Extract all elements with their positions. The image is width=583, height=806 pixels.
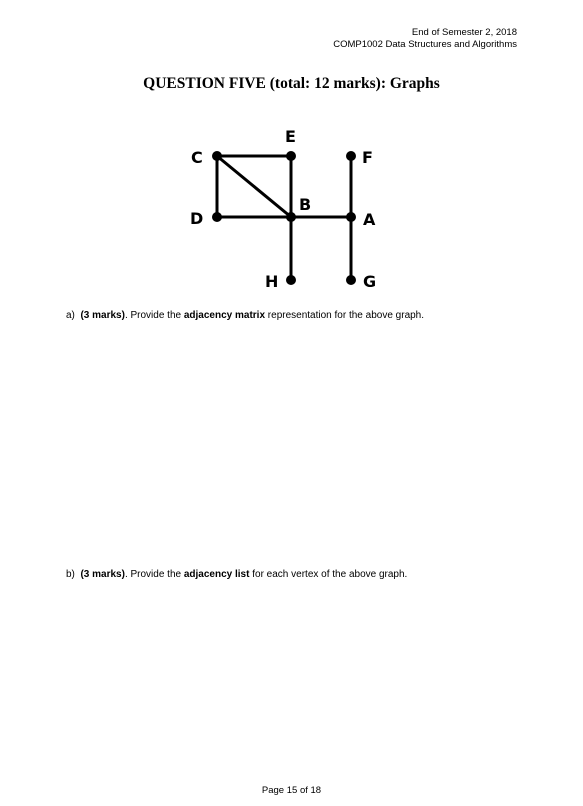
label-d: D — [190, 209, 204, 228]
question-b-bold: adjacency list — [183, 569, 250, 580]
label-f: F — [362, 148, 373, 167]
node-f — [346, 151, 356, 161]
label-b: B — [299, 195, 312, 214]
question-a-text2: representation for the above graph. — [265, 310, 425, 321]
node-d — [212, 212, 222, 222]
question-a-text1: . Provide the — [124, 310, 184, 321]
label-h: H — [265, 272, 279, 291]
node-e — [286, 151, 296, 161]
question-a-label: a) — [66, 310, 75, 321]
edge-c-b — [217, 156, 291, 217]
question-b-marks: (3 marks) — [80, 569, 125, 580]
question-b-label: b) — [66, 569, 75, 580]
label-e: E — [285, 127, 296, 146]
question-b — [66, 569, 407, 580]
label-a: A — [363, 210, 376, 229]
header-semester: End of Semester 2, 2018 — [411, 27, 517, 38]
node-h — [286, 275, 296, 285]
question-b-text2: for each vertex of the above graph. — [249, 569, 408, 580]
graph-edges — [217, 156, 351, 280]
question-a — [66, 310, 424, 321]
header-course: COMP1002 Data Structures and Algorithms — [333, 39, 517, 50]
question-title: QUESTION FIVE (total: 12 marks): Graphs — [143, 75, 440, 92]
node-b — [286, 212, 296, 222]
node-g — [346, 275, 356, 285]
node-a — [346, 212, 356, 222]
node-c — [212, 151, 222, 161]
label-g: G — [363, 272, 377, 291]
label-c: C — [191, 148, 203, 167]
page-footer: Page 15 of 18 — [261, 785, 322, 796]
question-a-bold: adjacency matrix — [183, 310, 266, 321]
question-a-marks: (3 marks) — [80, 310, 125, 321]
question-b-text1: . Provide the — [124, 569, 184, 580]
